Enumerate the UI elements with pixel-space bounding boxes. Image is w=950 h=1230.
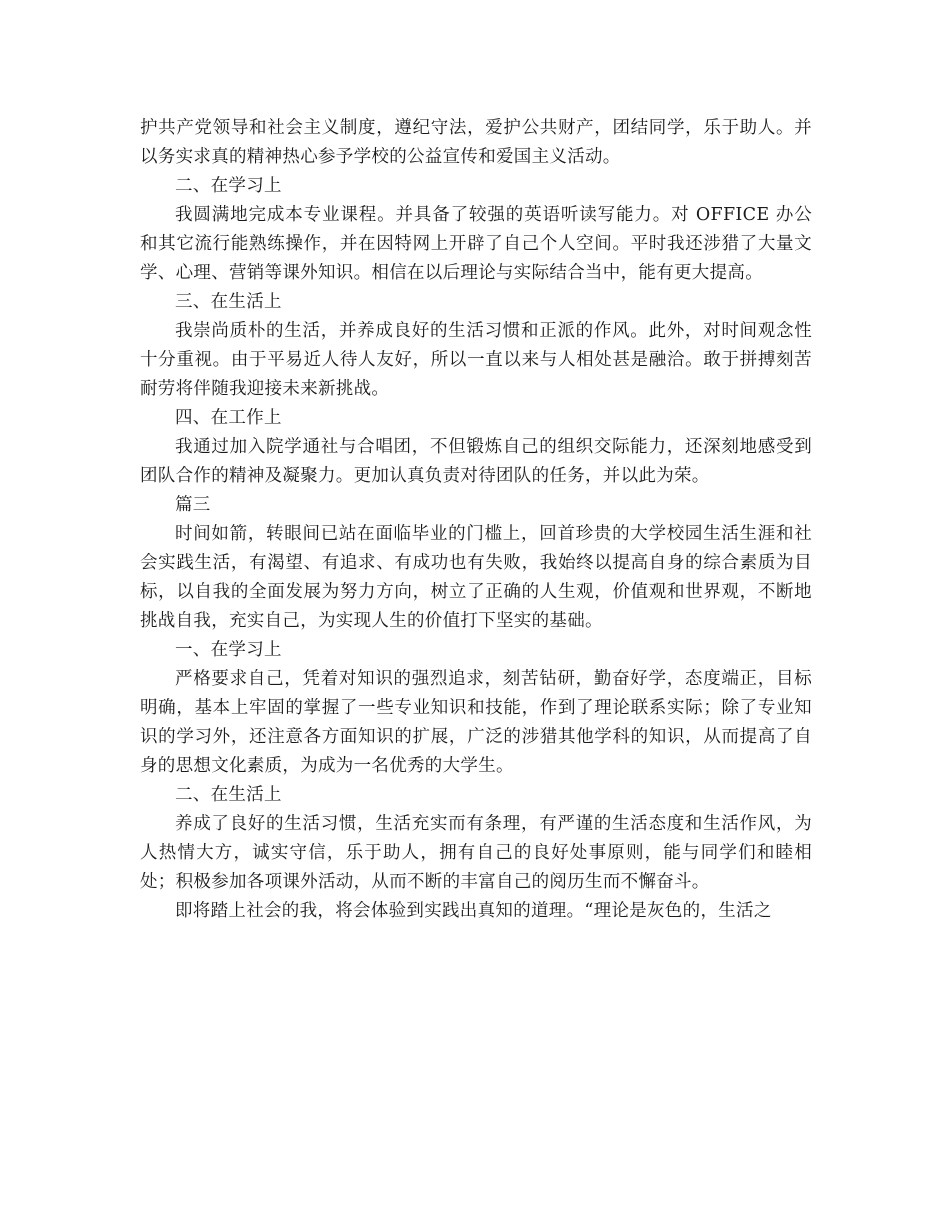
- paragraph-intro: 时间如箭，转眼间已站在面临毕业的门槛上，回首珍贵的大学校园生活生涯和社会实践生活，有渴望、有追求、有成功也有失败，我始终以提高自身的综合素质为目标，以自我的全面发展为努力方向，树立了正确的人生观，价值观和世界观，不断地挑战自我，充实自己，为实现人生的价值打下坚实的基础。: [140, 524, 812, 631]
- paragraph-work: 我通过加入院学通社与合唱团，不但锻炼自己的组织交际能力，还深刻地感受到团队合作的精神及凝聚力。更加认真负责对待团队的任务，并以此为荣。: [140, 437, 812, 486]
- paragraph-life-2: 养成了良好的生活习惯，生活充实而有条理，有严谨的生活态度和生活作风，为人热情大方，诚实守信，乐于助人，拥有自己的良好处事原则，能与同学们和睦相处；积极参加各项课外活动，从而不断的丰富自己的阅历生而不懈奋斗。: [140, 814, 812, 892]
- section-heading-study-2: 一、在学习上: [175, 640, 282, 660]
- section-heading-life-2: 二、在生活上: [175, 785, 282, 805]
- section-heading-life: 三、在生活上: [175, 292, 282, 312]
- section-heading-work: 四、在工作上: [175, 408, 282, 428]
- paragraph-study: 我圆满地完成本专业课程。并具备了较强的英语听读写能力。对 OFFICE 办公和其它流行能熟练操作，并在因特网上开辟了自己个人空间。平时我还涉猎了大量文学、心理、营销等课外知识。相信在以后理论与实际结合当中，能有更大提高。: [140, 205, 812, 283]
- document-body: [140, 114, 812, 926]
- paragraph-life: 我崇尚质朴的生活，并养成良好的生活习惯和正派的作风。此外，对时间观念性十分重视。由于平易近人待人友好，所以一直以来与人相处甚是融洽。敢于拼搏刻苦耐劳将伴随我迎接未来新挑战。: [140, 321, 812, 399]
- paragraph-closing: 即将踏上社会的我，将会体验到实践出真知的道理。“理论是灰色的，生活之: [175, 901, 772, 921]
- section-heading-study: 二、在学习上: [175, 176, 282, 196]
- paragraph-continuation: 护共产党领导和社会主义制度，遵纪守法，爱护公共财产，团结同学，乐于助人。并以务实求真的精神热心参予学校的公益宣传和爱国主义活动。: [140, 118, 812, 167]
- paragraph-study-2: 严格要求自己，凭着对知识的强烈追求，刻苦钻研，勤奋好学，态度端正，目标明确，基本上牢固的掌握了一些专业知识和技能，作到了理论联系实际；除了专业知识的学习外，还注意各方面知识的扩展，广泛的涉猎其他学科的知识，从而提高了自身的思想文化素质，为成为一名优秀的大学生。: [140, 669, 812, 776]
- section-heading-part-three: 篇三: [175, 495, 211, 515]
